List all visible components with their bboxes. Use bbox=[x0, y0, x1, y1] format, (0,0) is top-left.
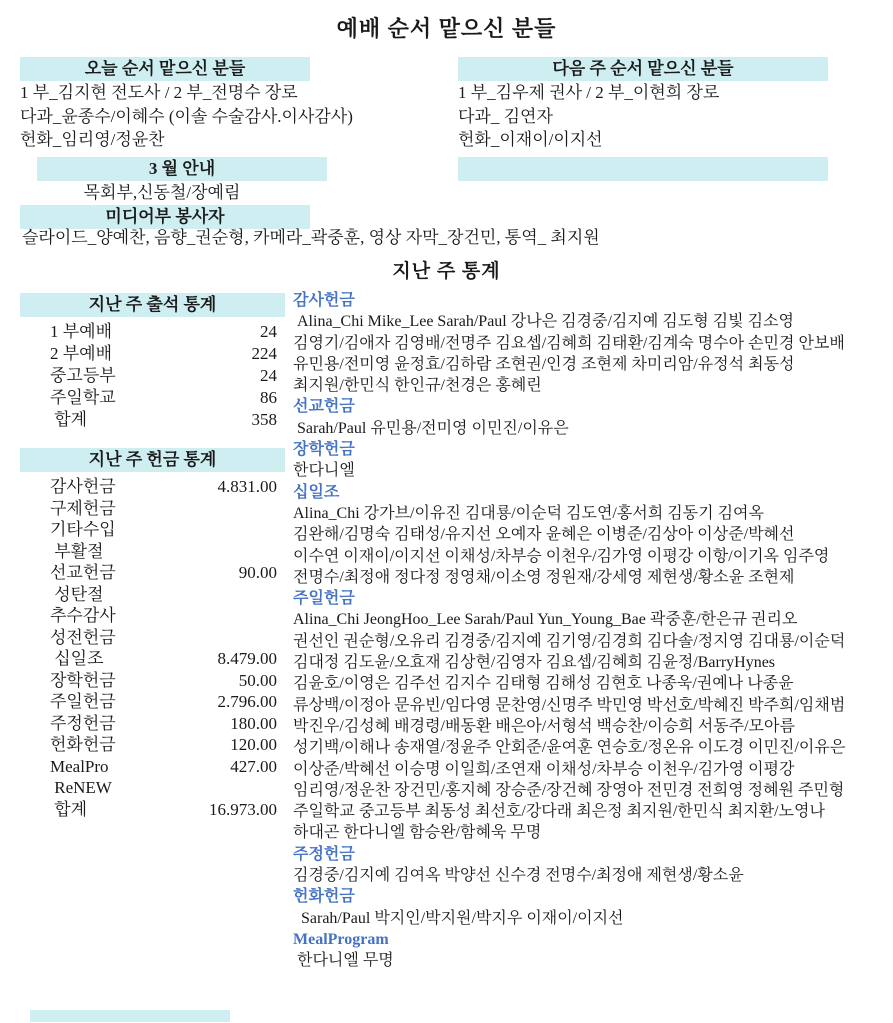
attendance-stats-table bbox=[20, 293, 285, 431]
detail-line: 김경중/김지예 김여옥 박양선 신수경 전명수/최정애 제현생/황소윤 bbox=[293, 867, 744, 885]
detail-line: 박진우/김성혜 배경령/배동환 배은아/서형석 백승찬/이승희 서동주/모아름 bbox=[293, 717, 795, 735]
table-row bbox=[20, 777, 285, 799]
stats-section-title: 지난 주 통계 bbox=[392, 261, 501, 282]
table-row bbox=[20, 476, 285, 498]
row-value bbox=[277, 498, 285, 520]
row-label: 헌화헌금 bbox=[50, 735, 116, 754]
march-section-header: 3 월 안내 bbox=[37, 157, 327, 181]
row-value bbox=[277, 777, 285, 799]
row-label: 2 부예배 bbox=[50, 344, 113, 363]
detail-line: Alina_Chi Mike_Lee Sarah/Paul 강나은 김경중/김지예 김도형 김빛 김소영 bbox=[293, 313, 794, 331]
detail-line: Alina_Chi 강가브/이유진 김대룡/이순덕 김도연/홍서희 김동기 김여옥 bbox=[293, 504, 764, 522]
table-row bbox=[20, 670, 285, 692]
row-value bbox=[277, 627, 285, 649]
row-value: 120.00 bbox=[230, 735, 277, 754]
row-value bbox=[277, 541, 285, 563]
table-row bbox=[20, 627, 285, 649]
detail-line: 한다니엘 무명 bbox=[293, 952, 394, 970]
detail-group-header: 주정헌금 bbox=[293, 845, 355, 863]
row-value: 2.796.00 bbox=[217, 692, 277, 711]
table-row bbox=[20, 541, 285, 563]
table-row bbox=[20, 498, 285, 520]
next-week-section-header: 다음 주 순서 맡으신 분들 bbox=[458, 57, 828, 81]
detail-group-header: 주일헌금 bbox=[293, 590, 355, 608]
row-value: 4.831.00 bbox=[217, 477, 277, 496]
row-label: 주일학교 bbox=[50, 388, 116, 407]
row-value: 86 bbox=[260, 388, 277, 407]
offering-stats-table bbox=[20, 448, 285, 820]
detail-group-header: 선교헌금 bbox=[293, 398, 355, 416]
detail-line: Sarah/Paul 박지인/박지원/박지우 이재이/이지선 bbox=[293, 909, 624, 927]
empty-highlight-bar bbox=[458, 157, 828, 181]
detail-group-header: 감사헌금 bbox=[293, 292, 355, 309]
media-volunteers-line: 슬라이드_양예찬, 음향_권순형, 카메라_곽중훈, 영상 자막_장건민, 통역_ 최지원 bbox=[22, 228, 600, 247]
assignment-line: 1 부_김지현 전도사 / 2 부_전명수 장로 bbox=[20, 83, 298, 102]
row-label: 1 부예배 bbox=[50, 322, 113, 341]
row-label: 성탄절 bbox=[50, 584, 104, 604]
detail-line: 성기백/이해나 송재열/정윤주 안회준/윤여훈 연승호/정온유 이도경 이민진/이유은 bbox=[293, 739, 846, 757]
detail-line: 이수연 이재이/이지선 이채성/차부승 이천우/김가영 이평강 이항/이기옥 임주영 bbox=[293, 547, 830, 565]
detail-group-header: 헌화헌금 bbox=[293, 888, 355, 906]
attendance-table-header: 지난 주 출석 통계 bbox=[20, 293, 285, 317]
detail-group-header: MealProgram bbox=[293, 930, 389, 948]
detail-line: Alina_Chi JeongHoo_Lee Sarah/Paul Yun_Young_Bae 곽중훈/한은규 권리오 bbox=[293, 611, 798, 629]
row-value: 90.00 bbox=[238, 563, 277, 582]
detail-line: 한다니엘 bbox=[293, 462, 355, 480]
row-value: 16.973.00 bbox=[209, 799, 277, 819]
row-label: MealPro bbox=[50, 756, 109, 776]
table-row bbox=[20, 584, 285, 606]
empty-highlight-bar bbox=[30, 1010, 230, 1022]
table-row bbox=[20, 648, 285, 670]
table-row bbox=[20, 713, 285, 735]
row-value bbox=[277, 584, 285, 606]
detail-group-header: 십일조 bbox=[293, 483, 340, 501]
assignment-line: 1 부_김우제 권사 / 2 부_이현희 장로 bbox=[458, 83, 720, 102]
today-section-header: 오늘 순서 맡으신 분들 bbox=[20, 57, 310, 81]
row-label: 구제헌금 bbox=[50, 498, 116, 518]
row-label: 추수감사 bbox=[50, 606, 116, 625]
row-label: 주일헌금 bbox=[50, 692, 116, 711]
assignment-line: 다과_ 김연자 bbox=[458, 106, 553, 126]
offering-rows bbox=[20, 476, 285, 820]
detail-line: 이상준/박혜선 이승명 이일희/조연재 이채성/차부승 이천우/김가영 이평강 bbox=[293, 760, 795, 778]
detail-line: 김대정 김도윤/오효재 김상현/김영자 김요셉/김혜희 김윤정/BarryHynes bbox=[293, 654, 776, 672]
table-row bbox=[20, 519, 285, 541]
row-label: 부활절 bbox=[50, 541, 104, 561]
row-label: 중고등부 bbox=[50, 366, 116, 385]
table-row bbox=[20, 756, 285, 778]
table-row bbox=[20, 409, 285, 431]
table-row bbox=[20, 691, 285, 713]
table-row bbox=[20, 562, 285, 584]
row-label: 감사헌금 bbox=[50, 477, 116, 496]
detail-line: 김완해/김명숙 김태성/유지선 오예자 윤혜은 이병준/김상아 이상준/박혜선 bbox=[293, 526, 795, 544]
row-label: 선교헌금 bbox=[50, 563, 116, 582]
march-line: 목회부,신동철/장예림 bbox=[83, 182, 241, 202]
row-value bbox=[277, 519, 285, 541]
detail-line: 유민용/전미영 윤정효/김하람 조현권/인경 조현제 차미리암/유정석 최동성 bbox=[293, 355, 795, 373]
row-value bbox=[277, 605, 285, 627]
offering-detail-lists bbox=[293, 290, 880, 972]
row-label: 합계 bbox=[50, 410, 88, 429]
next-week-assignments-section bbox=[458, 57, 873, 181]
detail-line: 하대곤 한다니엘 함승완/함혜욱 무명 bbox=[293, 824, 542, 842]
row-label: 합계 bbox=[50, 799, 88, 819]
table-row bbox=[20, 321, 285, 343]
row-label: 주정헌금 bbox=[50, 713, 116, 733]
media-section-header: 미디어부 봉사자 bbox=[20, 205, 310, 229]
detail-line: 김영기/김애자 김영배/전명주 김요셉/김혜희 김태환/김계숙 명수아 손민경 안보배 bbox=[293, 334, 845, 352]
row-value: 358 bbox=[251, 410, 277, 429]
row-value: 24 bbox=[260, 322, 277, 341]
detail-line: 주일학교 중고등부 최동성 최선호/강다래 최은정 최지원/한민식 최지환/노영나 bbox=[293, 803, 825, 821]
row-label: ReNEW bbox=[50, 778, 112, 797]
table-row bbox=[20, 605, 285, 627]
row-value: 24 bbox=[260, 366, 277, 385]
detail-line: 전명수/최정애 정다정 정영채/이소영 정원재/강세영 제현생/황소윤 조현제 bbox=[293, 568, 795, 586]
page-title: 예배 순서 맡으신 분들 bbox=[336, 16, 557, 41]
table-row bbox=[20, 343, 285, 365]
row-value: 180.00 bbox=[230, 713, 277, 733]
table-row bbox=[20, 387, 285, 409]
detail-line: 최지원/한민식 한인규/천경은 홍혜린 bbox=[293, 377, 542, 395]
row-value: 224 bbox=[251, 344, 277, 363]
detail-line: 김윤호/이영은 김주선 김지수 김태형 김해성 김현호 나종욱/권예나 나종윤 bbox=[293, 675, 794, 693]
offering-table-header: 지난 주 헌금 통계 bbox=[20, 448, 285, 472]
row-label: 십일조 bbox=[50, 649, 104, 668]
table-row bbox=[20, 365, 285, 387]
row-label: 장학헌금 bbox=[50, 670, 116, 690]
assignment-line: 헌화_임리영/정윤찬 bbox=[20, 130, 165, 149]
row-label: 기타수입 bbox=[50, 520, 116, 539]
detail-line: 임리영/정운찬 장건민/홍지혜 장승준/장건혜 장영아 전민경 전희영 정혜원 주민형 bbox=[293, 781, 845, 799]
row-label: 성전헌금 bbox=[50, 627, 116, 647]
row-value: 8.479.00 bbox=[217, 649, 277, 668]
table-row bbox=[20, 799, 285, 821]
row-value: 427.00 bbox=[230, 756, 277, 776]
row-value: 50.00 bbox=[238, 670, 277, 690]
detail-line: 권선인 권순형/오유리 김경중/김지예 김기영/김경희 김다솔/정지영 김대룡/이순덕 bbox=[293, 632, 846, 650]
detail-line: 류상백/이정아 문유빈/임다영 문찬영/신명주 박민영 박선호/박혜진 박주희/임채범 bbox=[293, 696, 846, 714]
detail-group-header: 장학헌금 bbox=[293, 441, 355, 459]
today-assignments-section bbox=[20, 57, 458, 229]
detail-line: Sarah/Paul 유민용/전미영 이민진/이유은 bbox=[293, 419, 569, 437]
attendance-rows bbox=[20, 321, 285, 431]
table-row bbox=[20, 734, 285, 756]
assignment-line: 헌화_이재이/이지선 bbox=[458, 130, 603, 149]
assignment-line: 다과_윤종수/이혜수 (이솔 수술감사.이사감사) bbox=[20, 106, 353, 126]
